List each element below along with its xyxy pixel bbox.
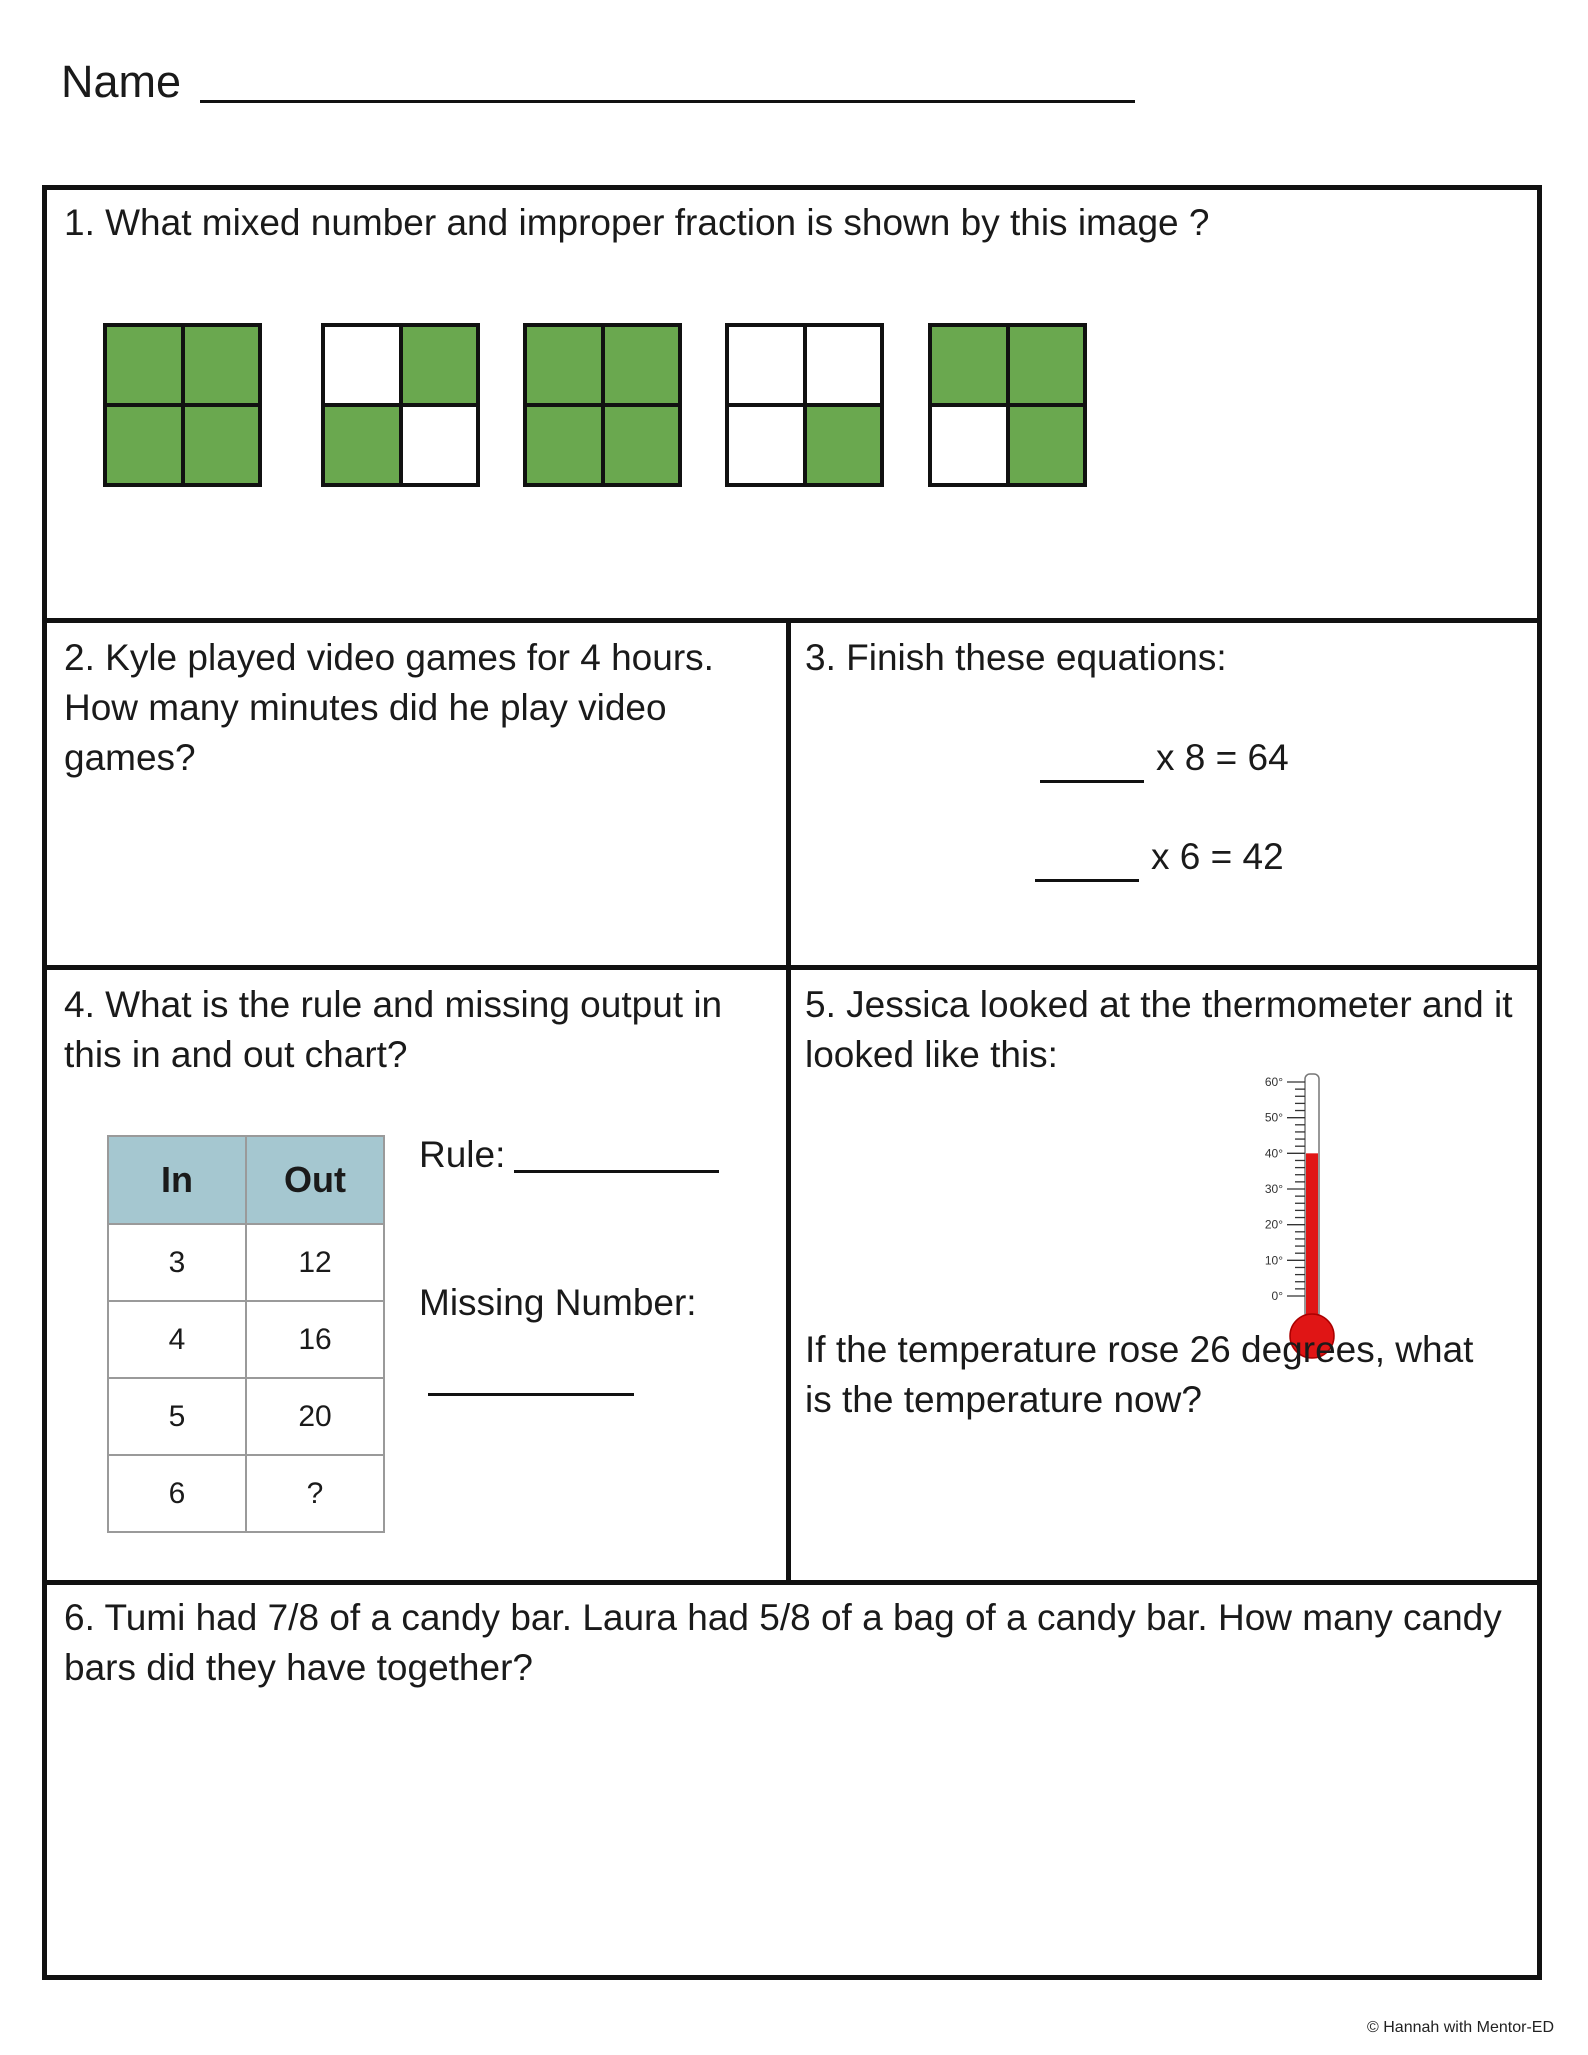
table-header-out: Out xyxy=(246,1136,384,1224)
divider xyxy=(42,965,1542,970)
rule-blank[interactable] xyxy=(514,1170,719,1173)
equation-2 xyxy=(1035,832,1284,882)
shaded-square xyxy=(1010,327,1084,403)
tick-label: 10° xyxy=(1264,1253,1283,1268)
shaded-square xyxy=(932,327,1006,403)
thermometer-fill xyxy=(1306,1153,1318,1336)
fraction-grid xyxy=(928,323,1087,487)
fraction-grid xyxy=(523,323,682,487)
missing-number-label: Missing Number: xyxy=(419,1282,697,1323)
table-header-in: In xyxy=(108,1136,246,1224)
shaded-square xyxy=(605,407,679,483)
fraction-grid xyxy=(321,323,480,487)
tick-label: 40° xyxy=(1264,1146,1283,1161)
unshaded-square xyxy=(729,327,803,403)
table-cell: 3 xyxy=(108,1224,246,1301)
table-cell: 20 xyxy=(246,1378,384,1455)
shaded-square xyxy=(527,407,601,483)
rule-label: Rule: xyxy=(419,1134,506,1175)
name-label: Name xyxy=(61,56,182,107)
fraction-grid xyxy=(725,323,884,487)
divider xyxy=(786,620,791,1582)
shaded-square xyxy=(605,327,679,403)
shaded-square xyxy=(807,407,881,483)
equation-2-text: x 6 = 42 xyxy=(1151,836,1284,877)
question-5-followup: If the temperature rose 26 degrees, what is the temperature now? xyxy=(805,1329,1474,1420)
question-2-text: 2. Kyle played video games for 4 hours. How many minutes did he play video games? xyxy=(64,637,714,778)
table-row xyxy=(108,1455,384,1532)
unshaded-square xyxy=(807,327,881,403)
divider xyxy=(42,1580,1542,1585)
table-row xyxy=(108,1378,384,1455)
shaded-square xyxy=(527,327,601,403)
table-cell: 16 xyxy=(246,1301,384,1378)
shaded-square xyxy=(403,327,477,403)
table-row xyxy=(108,1301,384,1378)
name-blank-line[interactable] xyxy=(200,100,1135,103)
fraction-grid xyxy=(103,323,262,487)
question-3-text: 3. Finish these equations: xyxy=(805,637,1227,678)
in-out-table xyxy=(107,1135,385,1533)
table-cell: 5 xyxy=(108,1378,246,1455)
table-cell: 12 xyxy=(246,1224,384,1301)
equation-2-blank[interactable] xyxy=(1035,843,1139,882)
unshaded-square xyxy=(932,407,1006,483)
table-cell: ? xyxy=(246,1455,384,1532)
tick-label: 50° xyxy=(1264,1110,1283,1125)
question-1-text: 1. What mixed number and improper fraction is shown by this image ? xyxy=(64,202,1210,243)
divider xyxy=(42,618,1542,623)
shaded-square xyxy=(107,407,181,483)
table-cell: 6 xyxy=(108,1455,246,1532)
shaded-square xyxy=(107,327,181,403)
tick-label: 30° xyxy=(1264,1182,1283,1196)
tick-label: 60° xyxy=(1264,1075,1283,1089)
unshaded-square xyxy=(729,407,803,483)
question-5-text: 5. Jessica looked at the thermometer and it looked like this: xyxy=(805,984,1513,1075)
tick-label: 20° xyxy=(1264,1217,1283,1232)
table-row xyxy=(108,1224,384,1301)
shaded-square xyxy=(325,407,399,483)
fraction-models xyxy=(103,323,1103,493)
table-cell: 4 xyxy=(108,1301,246,1378)
equation-1 xyxy=(1040,733,1289,783)
unshaded-square xyxy=(325,327,399,403)
shaded-square xyxy=(185,327,259,403)
copyright-credit: © Hannah with Mentor-ED xyxy=(1367,2019,1554,2036)
missing-number-blank[interactable] xyxy=(428,1393,634,1396)
shaded-square xyxy=(185,407,259,483)
tick-label: 0° xyxy=(1271,1289,1283,1303)
shaded-square xyxy=(1010,407,1084,483)
question-4-text: 4. What is the rule and missing output in this in and out chart? xyxy=(64,984,723,1075)
question-6-text: 6. Tumi had 7/8 of a candy bar. Laura had 5/8 of a bag of a candy bar. How many candy bars did they have together? xyxy=(64,1597,1502,1688)
unshaded-square xyxy=(403,407,477,483)
equation-1-text: x 8 = 64 xyxy=(1156,737,1289,778)
equation-1-blank[interactable] xyxy=(1040,744,1144,783)
